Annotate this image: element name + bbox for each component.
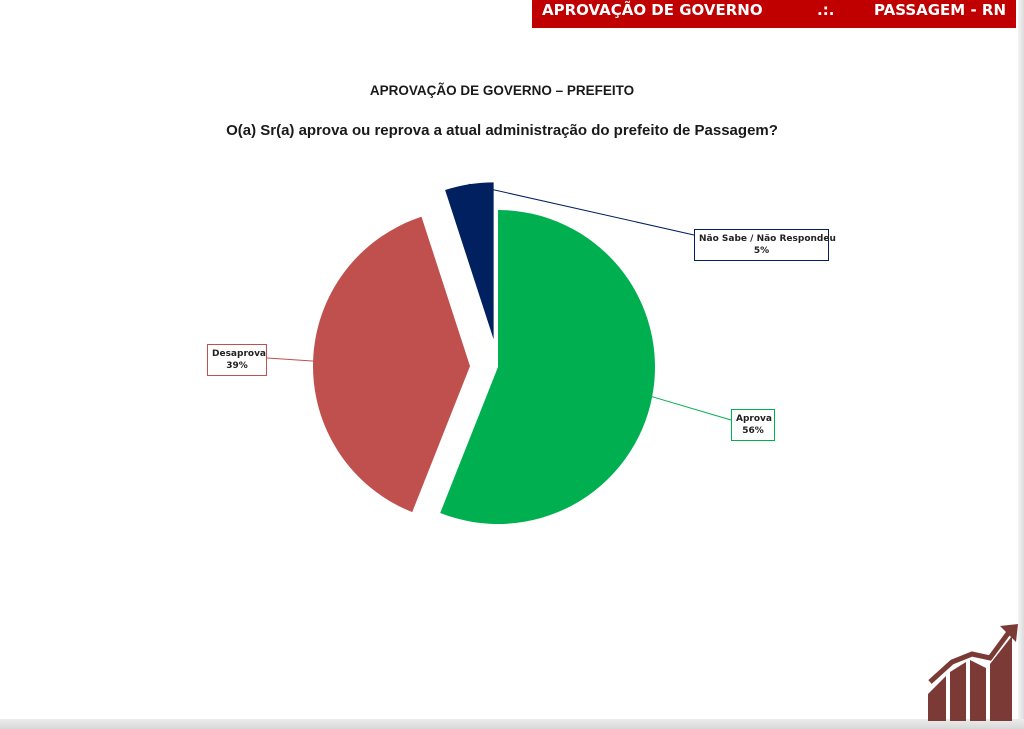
slice-label-nao-sabe-name: Não Sabe / Não Respondeu <box>699 234 836 244</box>
header-separator: .:. <box>817 1 835 19</box>
slice-label-nao-sabe <box>694 229 836 261</box>
header-left-text: APROVAÇÃO DE GOVERNO <box>542 1 763 19</box>
slice-label-desaprova <box>207 344 267 376</box>
slice-desaprova <box>313 217 470 512</box>
slice-label-aprova-name: Aprova <box>736 414 772 424</box>
slice-label-nao-sabe-value: 5% <box>753 246 770 256</box>
chart-title: APROVAÇÃO DE GOVERNO – PREFEITO <box>369 83 635 98</box>
slice-desaprova-leader-line <box>267 358 316 361</box>
growth-bar-chart-arrow-icon <box>928 624 1018 724</box>
slice-label-aprova <box>731 409 775 441</box>
chart-subtitle: O(a) Sr(a) aprova ou reprova a atual administração do prefeito de Passagem? <box>226 122 778 139</box>
slice-aprova-leader-line <box>649 396 731 420</box>
slice-label-aprova-value: 56% <box>742 426 764 436</box>
slice-label-desaprova-value: 39% <box>226 361 248 371</box>
header-right-text: PASSAGEM - RN <box>873 1 1006 19</box>
slice-label-desaprova-name: Desaprova <box>212 349 267 359</box>
